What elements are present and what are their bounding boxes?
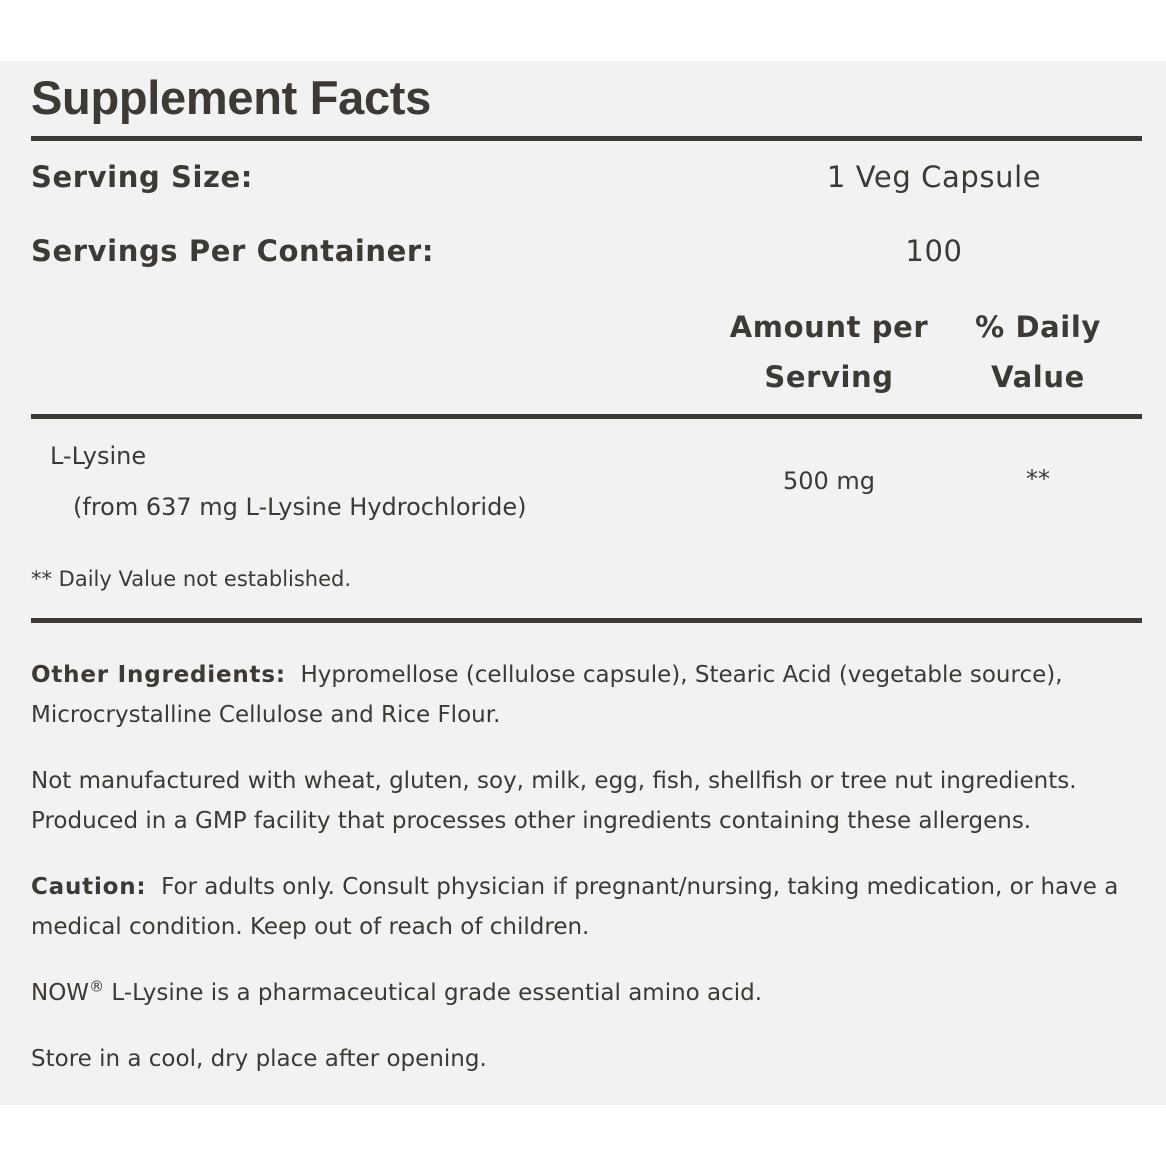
caution-statement: [31, 867, 1142, 947]
header-divider: [31, 414, 1142, 419]
dv-header-line1: % Daily: [975, 310, 1101, 344]
servings-per-container-value: 100: [905, 234, 963, 268]
amount-per-serving-header: [709, 302, 949, 402]
daily-value-header: [952, 302, 1124, 402]
serving-size-value: 1 Veg Capsule: [826, 160, 1042, 194]
amount-header-line1: Amount per: [729, 310, 929, 344]
dv-header-line2: Value: [991, 360, 1085, 394]
other-ingredients-label: Other Ingredients:: [31, 662, 286, 688]
nutrient-daily-value: **: [1026, 465, 1050, 493]
brand-statement: [31, 973, 1142, 1013]
brand-name: NOW: [31, 980, 90, 1006]
nutrient-name: L-Lysine: [50, 442, 147, 470]
caution-text: For adults only. Consult physician if pregnant/nursing, taking medication, or have a medical condition. Keep out of reach of children.: [31, 874, 1119, 940]
caution-label: Caution:: [31, 874, 147, 900]
allergen-statement: Not manufactured with wheat, gluten, soy, milk, egg, fish, shellfish or tree nut ingredients. Produced in a GMP facility that processes other ingredients containing these allergens.: [31, 768, 1077, 834]
footnote-divider: [31, 618, 1142, 623]
registered-mark: ®: [89, 977, 105, 996]
page-title: Supplement Facts: [31, 71, 432, 124]
daily-value-footnote: ** Daily Value not established.: [31, 567, 352, 591]
title-divider: [31, 136, 1142, 141]
amount-header-line2: Serving: [764, 360, 894, 394]
other-ingredients: [31, 655, 1142, 735]
brand-statement-text: L-Lysine is a pharmaceutical grade essential amino acid.: [111, 980, 763, 1006]
other-ingredients-text: Hypromellose (cellulose capsule), Stearic Acid (vegetable source), Microcrystalline Cellulose and Rice Flour.: [31, 662, 1063, 728]
nutrient-source: (from 637 mg L-Lysine Hydrochloride): [73, 493, 527, 521]
nutrient-amount: 500 mg: [782, 467, 876, 495]
storage-instructions: Store in a cool, dry place after opening.: [31, 1046, 487, 1072]
servings-per-container-label: Servings Per Container:: [31, 234, 435, 268]
serving-size-label: Serving Size:: [31, 160, 253, 194]
